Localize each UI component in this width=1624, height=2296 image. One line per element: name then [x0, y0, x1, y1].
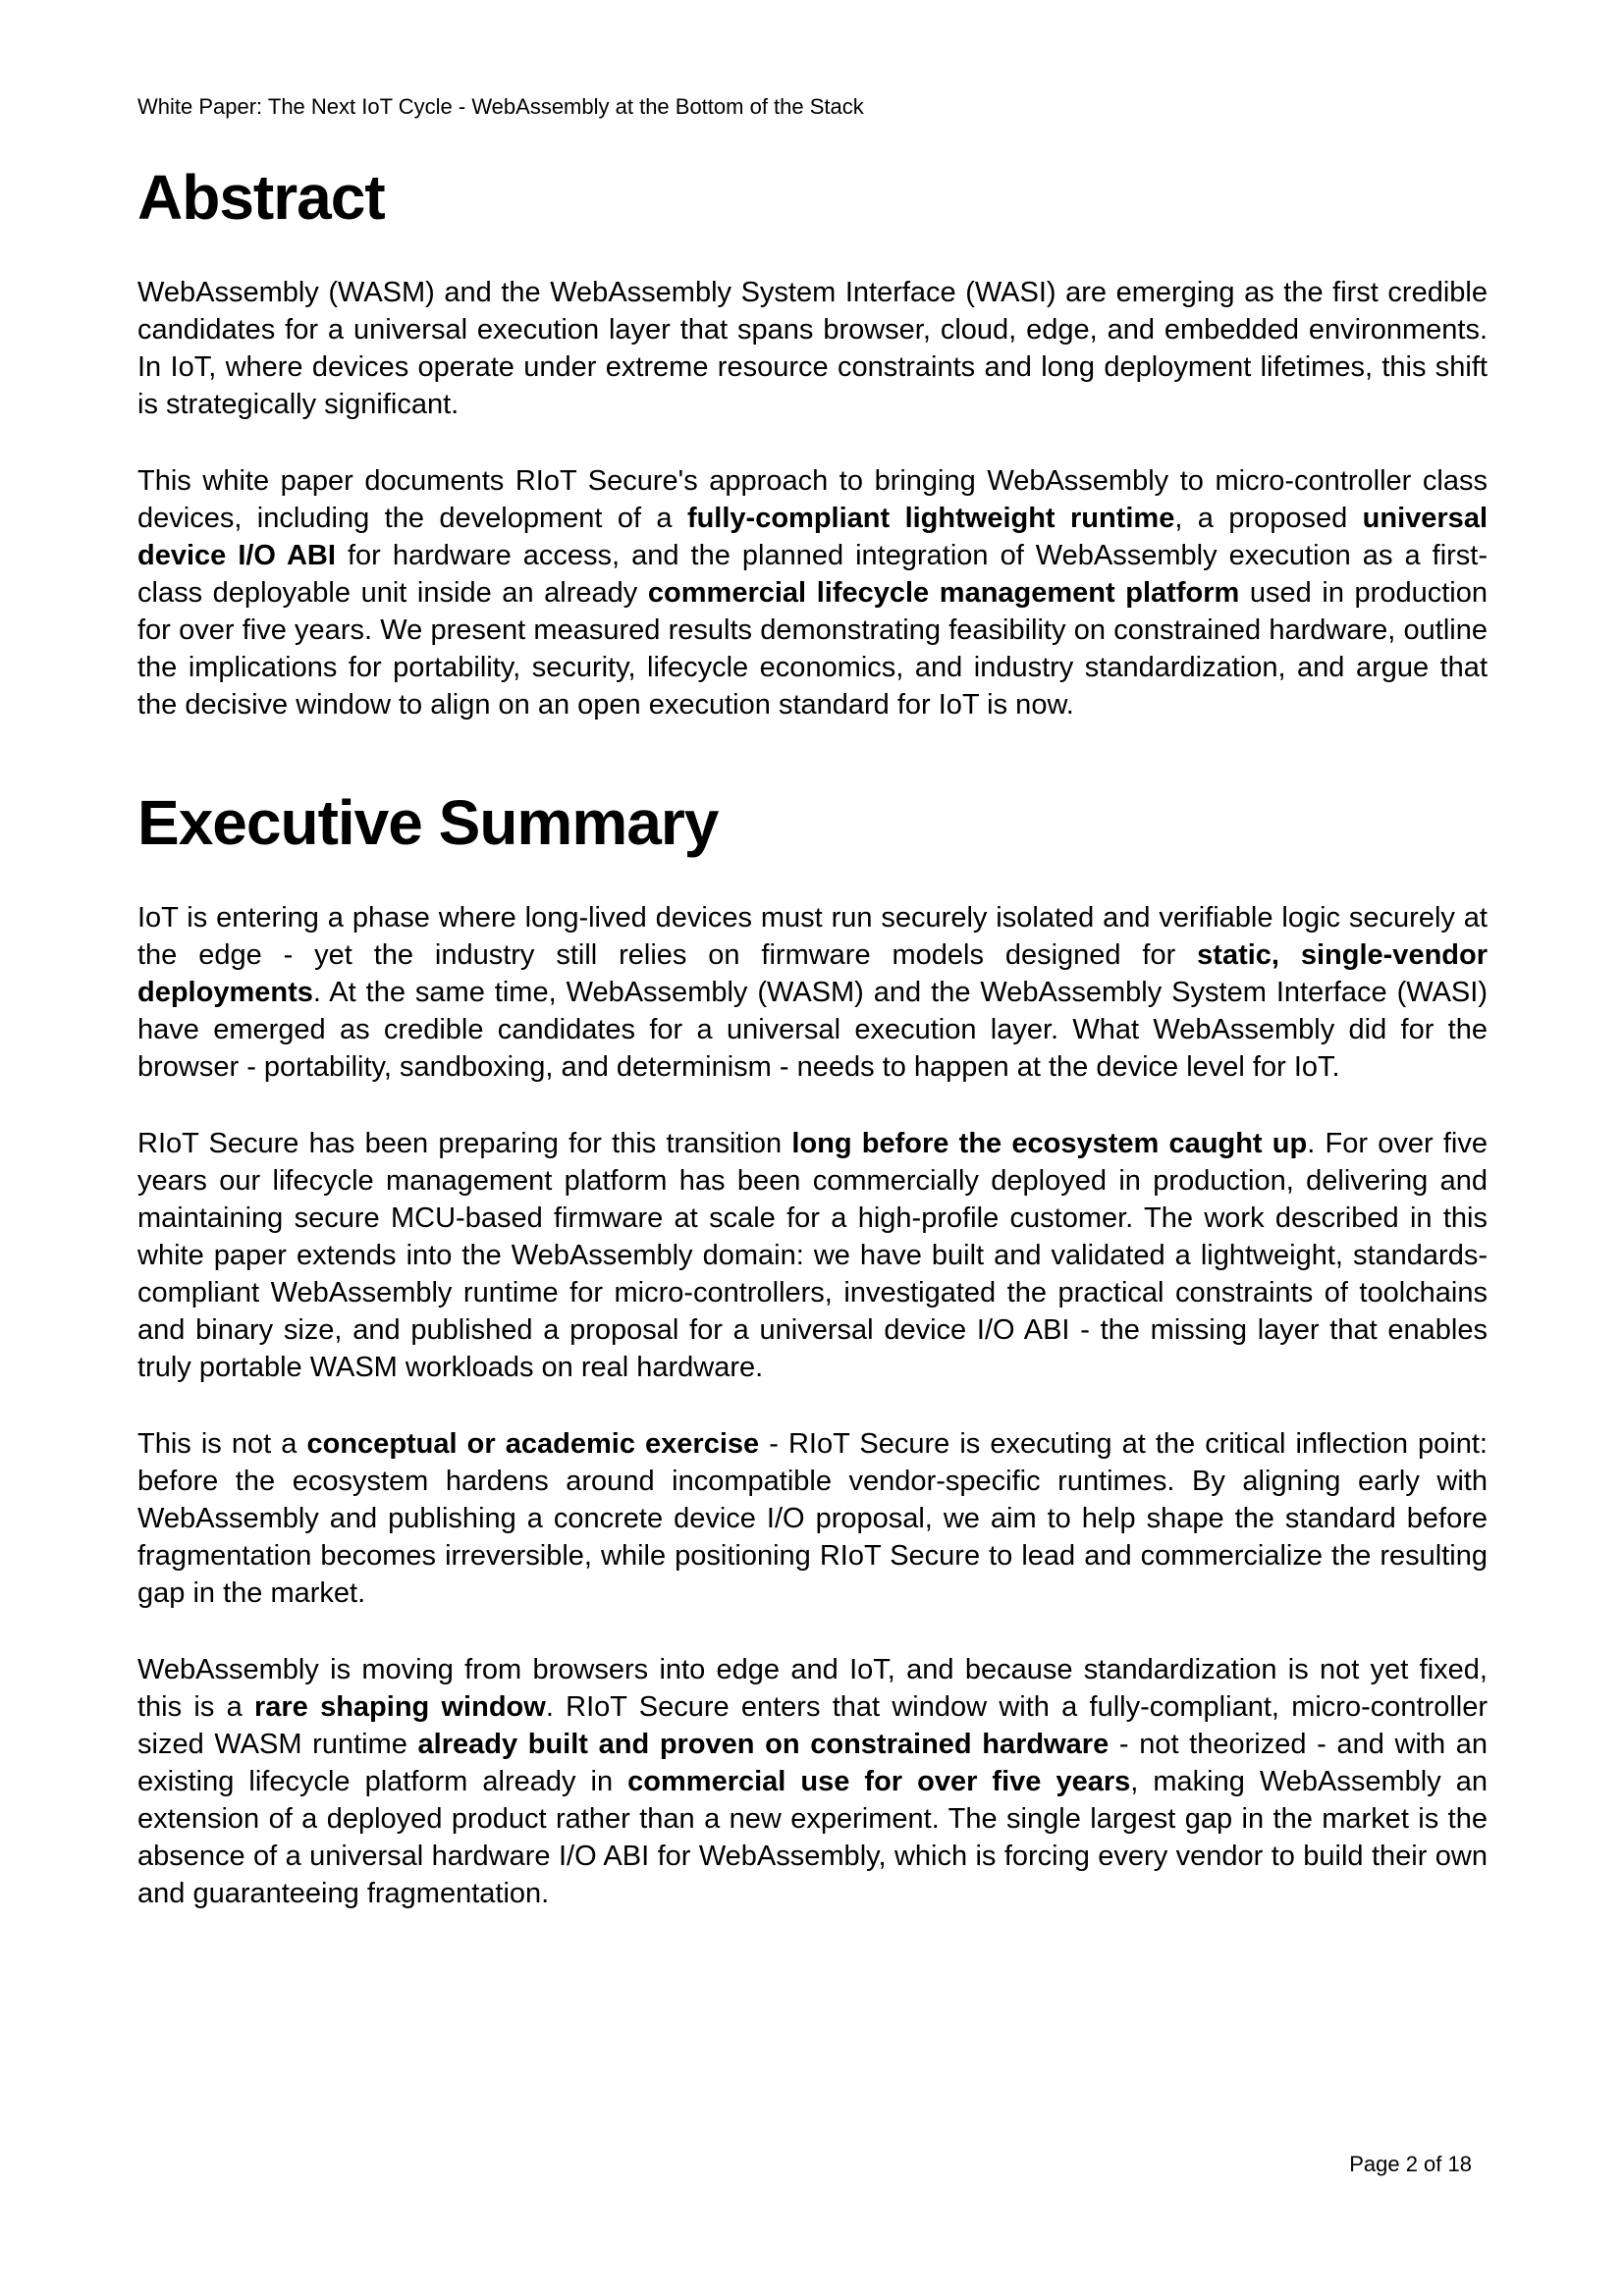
paragraph: WebAssembly is moving from browsers into edge and IoT, and because standardization is not yet fixed, this is a rare shaping window. RIoT Secure enters that window with a fully-compliant, micro-controller sized WASM runtime already built and proven on constrained hardware - not theorized - and with an existing lifecycle platform already in commercial use for over five years, making WebAssembly an extension of a deployed product rather than a new experiment. The single largest gap in the market is the absence of a universal hardware I/O ABI for WebAssembly, which is forcing every vendor to build their own and guaranteeing fragmentation. [137, 1654, 1489, 1910]
paragraph: WebAssembly (WASM) and the WebAssembly System Interface (WASI) are emerging as the first credible candidates for a universal execution layer that spans browser, cloud, edge, and embedded environments. In IoT, where devices operate under extreme resource constraints and long deployment lifetimes, this shift is strategically significant. [137, 277, 1488, 421]
paragraph: This is not a conceptual or academic exercise - RIoT Secure is executing at the critical inflection point: before the ecosystem hardens around incompatible vendor-specific runtimes. By aligning early with WebAssembly and publishing a concrete device I/O proposal, we aim to help shape the standard before fragmentation becomes irreversible, while positioning RIoT Secure to lead and commercialize the resulting gap in the market. [137, 1428, 1488, 1610]
page-number: Page 2 of 18 [1349, 2152, 1472, 2176]
executive-summary-heading: Executive Summary [137, 787, 719, 859]
paragraph: This white paper documents RIoT Secure's approach to bringing WebAssembly to micro-controller class devices, including the development of a fully-compliant lightweight runtime, a proposed universal device I/O ABI for hardware access, and the planned integration of WebAssembly execution as a first-class deployable unit inside an already commercial lifecycle management platform used in production for over five years. We present measured results demonstrating feasibility on constrained hardware, outline the implications for portability, security, lifecycle economics, and industry standardization, and argue that the decisive window to align on an open execution standard for IoT is now. [137, 465, 1489, 721]
paragraph: RIoT Secure has been preparing for this transition long before the ecosystem caught up. For over five years our lifecycle management platform has been commercially deployed in production, delivering and maintaining secure MCU-based firmware at scale for a high-profile customer. The work described in this white paper extends into the WebAssembly domain: we have built and validated a lightweight, standards-compliant WebAssembly runtime for micro-controllers, investigated the practical constraints of toolchains and binary size, and published a proposal for a universal device I/O ABI - the missing layer that enables truly portable WASM workloads on real hardware. [137, 1128, 1488, 1384]
running-header: White Paper: The Next IoT Cycle - WebAssembly at the Bottom of the Stack [137, 94, 864, 119]
paragraph: IoT is entering a phase where long-lived devices must run securely isolated and verifiable logic securely at the edge - yet the industry still relies on firmware models designed for static, single-vendor deployments. At the same time, WebAssembly (WASM) and the WebAssembly System Interface (WASI) have emerged as credible candidates for a universal execution layer. What WebAssembly did for the browser - portability, sandboxing, and determinism - needs to happen at the device level for IoT. [137, 902, 1488, 1084]
abstract-heading: Abstract [137, 162, 385, 233]
section-executive-summary [137, 787, 1489, 1912]
section-abstract [137, 162, 1489, 723]
